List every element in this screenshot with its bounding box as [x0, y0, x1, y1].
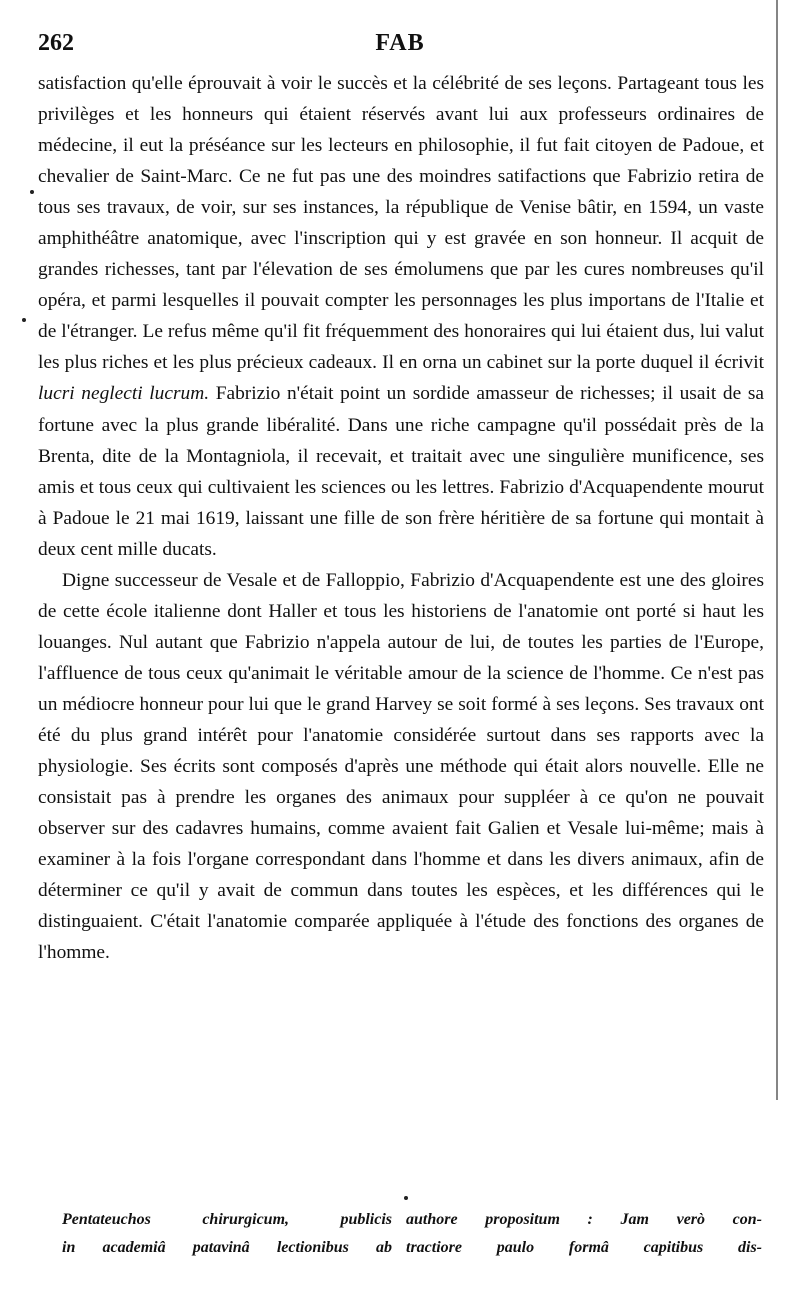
ink-speck [22, 318, 26, 322]
footnote-line: authore propositum : Jam verò con- [406, 1211, 762, 1228]
ink-speck [404, 1196, 408, 1200]
page-number: 262 [38, 30, 74, 56]
footnotes [62, 1206, 762, 1266]
paragraph-1-text-b: Fabrizio n'était point un sordide amasseur de richesses; il usait de sa fortune avec la plus grande libéralité. Dans une riche campagne qu'il possédait près de la Brenta, dite de la Montagniola, il recevait, et traitait avec une singulière munificence, ses amis et tous ceux qui cultivaient les sciences ou les lettres. Fabrizio d'Acquapendente mourut à Padoue le 21 mai 1619, laissant une fille de son frère héritière de sa fortune qui montait à deux cent mille ducats. [38, 383, 764, 560]
footnote-left-column [62, 1206, 392, 1262]
gutter-edge-line [776, 0, 778, 1100]
footnote-line: tractiore paulo formâ capitibus dis- [406, 1239, 762, 1256]
paragraph-1 [38, 68, 764, 565]
paragraph-2: Digne successeur de Vesale et de Falloppio, Fabrizio d'Acquapendente est une des gloires de cette école italienne dont Haller et tous les historiens de l'anatomie ont porté si haut les louanges. Nul autant que Fabrizio n'appela autour de lui, de toutes les parties de l'Europe, l'affluence de tous ceux qu'animait le véritable amour de la science de l'homme. Ce n'est pas un médiocre honneur pour lui que le grand Harvey se soit formé à ses leçons. Ses travaux ont été du plus grand intérêt pour l'anatomie considérée surtout dans ses rapports avec la physiologie. Ses écrits sont composés d'après une méthode qui était alors nouvelle. Elle ne consistait pas à prendre les organes des animaux pour suppléer à ce qu'on ne pouvait observer sur des cadavres humains, comme avaient fait Galien et Vesale lui-même; mais à examiner à la fois l'organe correspondant dans l'homme et dans les divers animaux, afin de déterminer ce qu'il y avait de commun dans toutes les espèces, et les différences qui le distinguaient. C'était l'anatomie comparée appliquée à l'étude des fonctions des organes de l'homme. [38, 569, 764, 964]
footnote-right-column [406, 1206, 762, 1262]
paragraph-1-italic-motto: lucri neglecti lucrum. [38, 383, 210, 405]
footnote-line: in academiâ patavinâ lectionibus ab [62, 1239, 392, 1256]
running-head: FAB [375, 30, 425, 56]
ink-speck [30, 190, 34, 194]
footnote-line: Pentateuchos chirurgicum, publicis [62, 1211, 392, 1228]
page-header [38, 30, 762, 64]
paragraph-1-text-a: satisfaction qu'elle éprouvait à voir le succès et la célébrité de ses leçons. Partageant tous les privilèges et les honneurs qui étaient réservés avant lui aux professeurs ordinaires de médecine, il eut la préséance sur les lecteurs en philosophie, il fut fait citoyen de Padoue, et chevalier de Saint-Marc. Ce ne fut pas une des moindres satifactions que Fabrizio retira de tous ses travaux, de voir, sur ses instances, la république de Venise bâtir, en 1594, un vaste amphithéâtre anatomique, avec l'inscription qui y est gravée en son honneur. Il acquit de grandes richesses, tant par l'élevation de ses émolumens que par les cures nombreuses qu'il opéra, et parmi lesquelles il pouvait compter les personnages les plus importans de l'Italie et de l'étranger. Le refus même qu'il fit fréquemment des honoraires qui lui étaient dus, lui valut les plus riches et les plus précieux cadeaux. Il en orna un cabinet sur la porte duquel il écrivit [38, 73, 764, 374]
body-text [38, 68, 764, 968]
